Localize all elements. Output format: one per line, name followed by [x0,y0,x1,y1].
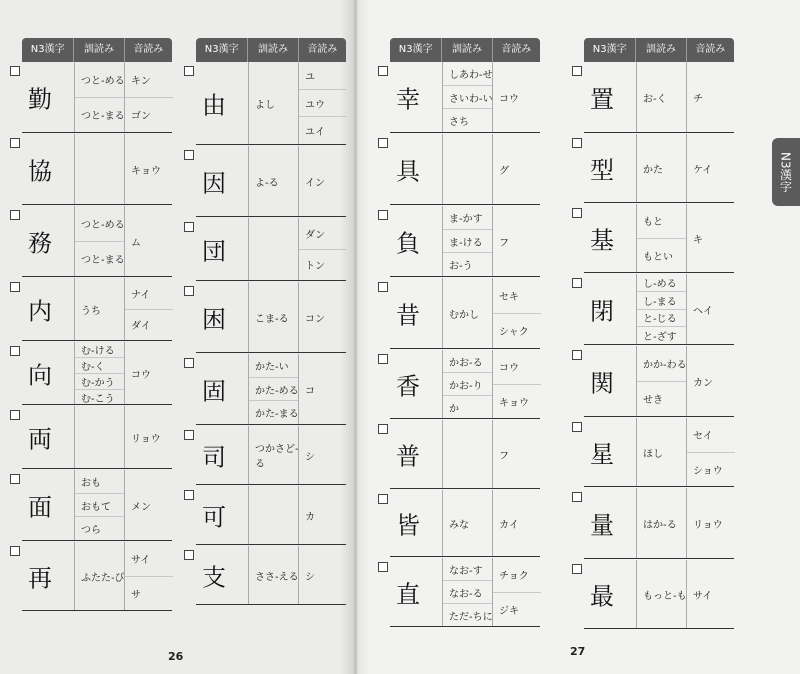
on-reading: ケイ [693,164,713,176]
kanji-entry [584,62,734,133]
study-checkbox[interactable] [184,150,194,160]
kanji-character: 負 [396,229,420,258]
on-readings [124,342,173,404]
kun-reading: と-じる [637,310,687,328]
kun-reading: なお-る [443,581,493,604]
kanji-entry [196,486,346,545]
on-reading: シャク [499,327,529,339]
kanji-character: 困 [202,305,226,334]
kanji-character: 直 [396,580,420,609]
on-readings [492,558,541,626]
header-kun-label: 訓読み [247,38,297,62]
on-reading: サイ [125,542,173,577]
kanji-character: 基 [590,226,614,255]
header-kun-label: 訓読み [441,38,491,62]
kanji-character: 固 [202,377,226,406]
kanji-column [584,38,734,62]
on-readings [298,426,347,484]
kanji-character: 面 [28,493,52,522]
kun-readings [442,278,493,348]
on-reading: ダイ [131,321,151,333]
kanji-character: 関 [590,369,614,398]
on-reading: シ [305,571,315,583]
kun-reading: かた-い [249,354,299,378]
on-readings [124,62,173,132]
kanji-entry [196,546,346,605]
kun-readings [442,350,493,418]
kun-reading: む-かう [75,374,125,390]
study-checkbox[interactable] [184,430,194,440]
on-reading: セイ [687,418,735,453]
column-header [390,38,540,62]
on-reading: キ [693,234,703,246]
on-reading: リョウ [131,433,161,445]
kanji-entry [390,134,540,205]
kanji-entry [390,350,540,419]
on-readings [686,560,735,628]
kun-readings [248,218,299,280]
on-readings [124,542,173,610]
kun-reading: かた-まる [255,409,299,421]
header-on-label: 音読み [492,38,540,62]
kun-reading: つと-める [75,206,125,242]
on-readings [686,204,735,272]
study-checkbox[interactable] [378,424,388,434]
page-number: 26 [168,650,184,663]
header-kanji-label: N3漢字 [398,44,433,55]
study-checkbox[interactable] [10,346,20,356]
kun-reading: よ-る [255,177,279,189]
kun-reading: さいわ-い [443,86,493,110]
kun-reading: かか-わる [637,346,687,382]
kanji-character: 香 [396,372,420,401]
on-reading: ユウ [299,90,347,118]
page-number: 27 [570,645,586,658]
study-checkbox[interactable] [184,66,194,76]
kun-readings [442,490,493,556]
column-header [584,38,734,62]
kanji-entry [584,134,734,203]
study-checkbox[interactable] [184,358,194,368]
on-readings [124,134,173,204]
kun-readings [74,470,125,540]
on-reading: コン [305,313,325,325]
kun-reading: かた [643,164,663,176]
kanji-character: 幸 [396,85,420,114]
kun-reading: お-う [449,261,473,273]
on-readings [492,420,541,488]
kun-readings [74,206,125,276]
on-readings [492,278,541,348]
kanji-column [196,38,346,62]
on-reading: フ [499,450,509,462]
on-readings [124,278,173,340]
on-reading: リョウ [693,519,723,531]
kanji-entry [196,146,346,217]
study-checkbox[interactable] [572,564,582,574]
kanji-entry [584,346,734,417]
kun-reading: かお-る [443,350,493,373]
on-readings [686,62,735,132]
kanji-entry [22,62,172,133]
kun-reading: かお-り [443,373,493,396]
kun-reading: はか-る [643,519,677,531]
on-reading: ダン [299,218,347,250]
kanji-character: 勤 [28,85,52,114]
study-checkbox[interactable] [184,490,194,500]
on-reading: コウ [499,93,519,105]
kanji-entry [22,470,172,541]
on-reading: トン [305,261,325,273]
kun-reading: し-まる [637,292,687,310]
kanji-character: 最 [590,582,614,611]
kanji-character: 星 [590,440,614,469]
kun-readings [248,426,299,484]
on-readings [686,134,735,202]
study-checkbox[interactable] [378,138,388,148]
on-readings [686,274,735,344]
on-readings [686,346,735,416]
kun-readings [442,206,493,276]
header-on-label: 音読み [124,38,172,62]
kanji-character: 量 [590,511,614,540]
kun-readings [636,274,687,344]
kanji-entry [390,206,540,277]
kanji-column [22,38,172,62]
kun-reading: みな [449,519,469,531]
kanji-entry [584,488,734,559]
on-reading: カン [693,377,713,389]
kun-readings [442,62,493,132]
kanji-entry [22,542,172,611]
kun-readings [74,542,125,610]
kanji-character: 両 [28,425,52,454]
kanji-entry [22,342,172,405]
study-checkbox[interactable] [10,210,20,220]
kanji-entry [196,62,346,145]
study-checkbox[interactable] [378,562,388,572]
kanji-character: 向 [28,361,52,390]
kun-reading: さち [449,117,469,129]
study-checkbox[interactable] [572,138,582,148]
study-checkbox[interactable] [572,350,582,360]
study-checkbox[interactable] [10,410,20,420]
on-reading: キョウ [131,165,161,177]
kanji-entry [196,218,346,281]
kanji-character: 協 [28,157,52,186]
kun-readings [442,420,493,488]
kanji-entry [390,420,540,489]
kun-reading: つと-まる [81,111,125,123]
kun-readings [248,354,299,424]
on-readings [124,470,173,540]
on-reading: グ [499,165,509,177]
kun-reading: もとい [643,251,673,263]
on-readings [492,134,541,204]
kanji-character: 置 [590,85,614,114]
on-readings [298,146,347,216]
kanji-character: 因 [202,169,226,198]
kun-readings [74,406,125,468]
on-readings [492,490,541,556]
kun-readings [74,342,125,404]
kanji-entry [584,560,734,629]
kun-reading: こま-る [255,313,289,325]
on-reading: サ [131,589,141,601]
kun-readings [636,418,687,486]
kun-reading: む-く [75,358,125,374]
study-checkbox[interactable] [572,492,582,502]
kanji-character: 支 [202,563,226,592]
header-kanji-label: N3漢字 [204,44,239,55]
on-readings [298,62,347,144]
kanji-character: 普 [396,442,420,471]
kun-readings [248,486,299,544]
kanji-character: 皆 [396,511,420,540]
kun-readings [636,134,687,202]
kanji-entry [22,206,172,277]
kanji-entry [196,282,346,353]
study-checkbox[interactable] [10,546,20,556]
header-on-label: 音読み [298,38,346,62]
on-readings [298,282,347,352]
on-reading: ユ [299,62,347,90]
kanji-character: 昔 [396,301,420,330]
kun-readings [248,62,299,144]
kun-reading: つと-める [75,62,125,98]
kun-readings [248,146,299,216]
kun-reading: もっと-も [643,590,687,602]
kun-reading: ま-かす [443,206,493,230]
column-header [22,38,172,62]
kun-reading: む-ける [75,342,125,358]
header-kun-label: 訓読み [635,38,685,62]
kun-reading: かた-める [249,378,299,402]
on-readings [686,488,735,558]
kun-readings [74,62,125,132]
on-readings [492,350,541,418]
header-kun-label: 訓読み [73,38,123,62]
kun-readings [74,134,125,204]
on-reading: ナイ [125,278,173,310]
kun-readings [636,560,687,628]
study-checkbox[interactable] [10,66,20,76]
kanji-character: 可 [202,503,226,532]
kun-reading: む-こう [81,393,115,405]
study-checkbox[interactable] [10,474,20,484]
on-reading: チョク [493,558,541,593]
study-checkbox[interactable] [184,286,194,296]
study-checkbox[interactable] [378,494,388,504]
on-readings [124,206,173,276]
kanji-character: 司 [202,443,226,472]
on-readings [492,206,541,276]
kun-readings [636,488,687,558]
on-reading: ゴン [131,111,151,123]
kun-reading: なお-す [443,558,493,581]
kun-reading: か [449,403,459,415]
kanji-entry [584,204,734,273]
kun-reading: ふたた-び [81,572,125,584]
study-checkbox[interactable] [378,66,388,76]
on-reading: カ [305,511,315,523]
kanji-entry [22,134,172,205]
on-readings [298,218,347,280]
kanji-column [390,38,540,62]
kanji-character: 再 [28,564,52,593]
kun-reading: ほし [643,448,663,460]
kun-reading: お-く [643,93,667,105]
study-checkbox[interactable] [572,278,582,288]
kanji-entry [390,278,540,349]
on-readings [124,406,173,468]
kanji-entry [390,490,540,557]
kun-reading: よし [255,99,275,111]
study-checkbox[interactable] [378,282,388,292]
kun-reading: ま-ける [443,230,493,254]
kun-reading: と-ざす [643,332,677,344]
on-reading: ジキ [499,605,519,617]
study-checkbox[interactable] [378,354,388,364]
kun-reading: つかさど-る [255,444,299,470]
on-readings [492,62,541,132]
on-reading: カイ [499,519,519,531]
side-tab: N3漢字 [772,138,800,206]
on-reading: キン [125,62,173,98]
kanji-character: 由 [202,91,226,120]
kun-reading: しあわ-せ [443,62,493,86]
on-reading: シ [305,451,315,463]
on-reading: フ [499,237,509,249]
kun-reading: せき [643,395,663,407]
study-checkbox[interactable] [184,550,194,560]
kanji-entry [22,278,172,341]
on-readings [686,418,735,486]
kanji-character: 閉 [590,297,614,326]
on-reading: サイ [693,590,713,602]
kun-readings [248,282,299,352]
kun-readings [636,346,687,416]
kanji-entry [196,354,346,425]
header-kanji-label: N3漢字 [30,44,65,55]
kanji-entry [390,62,540,133]
header-kanji-label: N3漢字 [592,44,627,55]
kun-reading: つと-まる [81,255,125,267]
kanji-character: 団 [202,237,226,266]
on-reading: コウ [131,369,151,381]
on-reading: コ [305,385,315,397]
kanji-character: 務 [28,229,52,258]
kun-reading: むかし [449,309,479,321]
kun-readings [74,278,125,340]
column-header [196,38,346,62]
kanji-character: 型 [590,156,614,185]
on-reading: イン [305,177,325,189]
on-readings [298,486,347,544]
on-reading: キョウ [499,397,529,409]
kun-reading: つら [81,525,101,537]
on-reading: ヘイ [693,305,713,317]
study-checkbox[interactable] [572,208,582,218]
on-reading: ム [131,237,141,249]
kanji-entry [196,426,346,485]
on-readings [298,546,347,604]
kun-readings [442,558,493,626]
kun-reading: ささ-える [255,571,299,583]
kun-reading: もと [637,204,687,239]
kun-reading: うち [81,305,101,317]
kun-readings [636,62,687,132]
kanji-entry [584,274,734,345]
study-checkbox[interactable] [572,66,582,76]
on-reading: コウ [493,350,541,385]
kun-readings [248,546,299,604]
on-reading: セキ [493,278,541,314]
study-checkbox[interactable] [572,422,582,432]
study-checkbox[interactable] [10,282,20,292]
study-checkbox[interactable] [184,222,194,232]
kun-readings [636,204,687,272]
kanji-character: 具 [396,157,420,186]
kun-reading: し-める [637,274,687,292]
kun-readings [442,134,493,204]
study-checkbox[interactable] [10,138,20,148]
kun-reading: おも [75,470,125,494]
on-readings [298,354,347,424]
on-reading: チ [693,93,703,105]
study-checkbox[interactable] [378,210,388,220]
header-on-label: 音読み [686,38,734,62]
on-reading: メン [131,501,151,513]
kanji-entry [390,558,540,627]
on-reading: ユイ [305,127,325,139]
kanji-character: 内 [28,297,52,326]
kun-reading: ただ-ちに [449,611,493,623]
kanji-entry [584,418,734,487]
on-reading: ショウ [693,465,723,477]
kanji-entry [22,406,172,469]
kun-reading: おもて [75,494,125,518]
